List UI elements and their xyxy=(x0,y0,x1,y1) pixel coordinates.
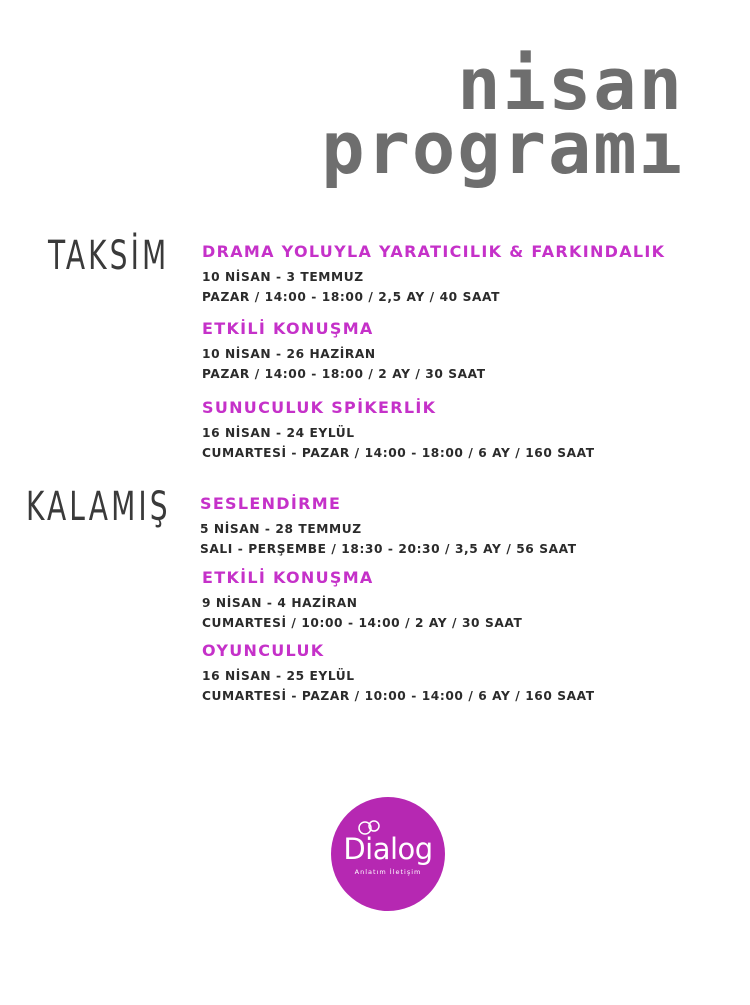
course-block xyxy=(200,496,577,559)
course-schedule: PAZAR / 14:00 - 18:00 / 2,5 AY / 40 SAAT xyxy=(202,290,500,304)
location-kalamis: KALAMIŞ xyxy=(26,484,171,530)
course-title: SUNUCULUK SPİKERLİK xyxy=(202,398,437,417)
course-dates: 16 NİSAN - 24 EYLÜL xyxy=(202,426,355,440)
location-taksim: TAKSİM xyxy=(48,233,170,279)
course-dates: 10 NİSAN - 26 HAZİRAN xyxy=(202,347,376,361)
page-title-line-2: programı xyxy=(321,106,684,190)
course-block xyxy=(202,244,665,307)
dialog-logo xyxy=(331,797,445,911)
course-title: ETKİLİ KONUŞMA xyxy=(202,568,374,587)
course-title: DRAMA YOLUYLA YARATICILIK & FARKINDALIK xyxy=(202,242,666,261)
logo-wordmark: Dialog xyxy=(343,832,433,866)
logo-tagline: Anlatım İletişim xyxy=(354,868,422,876)
course-schedule: SALI - PERŞEMBE / 18:30 - 20:30 / 3,5 AY / 56 SAAT xyxy=(200,542,577,556)
course-block xyxy=(202,400,595,463)
course-schedule: CUMARTESİ - PAZAR / 10:00 - 14:00 / 6 AY / 160 SAAT xyxy=(202,689,595,703)
course-title: OYUNCULUK xyxy=(202,641,325,660)
course-dates: 16 NİSAN - 25 EYLÜL xyxy=(202,669,355,683)
course-schedule: CUMARTESİ - PAZAR / 14:00 - 18:00 / 6 AY / 160 SAAT xyxy=(202,446,595,460)
course-dates: 9 NİSAN - 4 HAZİRAN xyxy=(202,596,358,610)
course-schedule: CUMARTESİ / 10:00 - 14:00 / 2 AY / 30 SAAT xyxy=(202,616,523,630)
course-schedule: PAZAR / 14:00 - 18:00 / 2 AY / 30 SAAT xyxy=(202,367,486,381)
page-title-line-1: nisan xyxy=(457,42,684,126)
course-title: ETKİLİ KONUŞMA xyxy=(202,319,374,338)
course-block xyxy=(202,643,595,706)
course-title: SESLENDİRME xyxy=(200,494,342,513)
course-block xyxy=(202,321,486,384)
course-dates: 5 NİSAN - 28 TEMMUZ xyxy=(200,522,362,536)
course-dates: 10 NİSAN - 3 TEMMUZ xyxy=(202,270,364,284)
course-block xyxy=(202,570,522,633)
